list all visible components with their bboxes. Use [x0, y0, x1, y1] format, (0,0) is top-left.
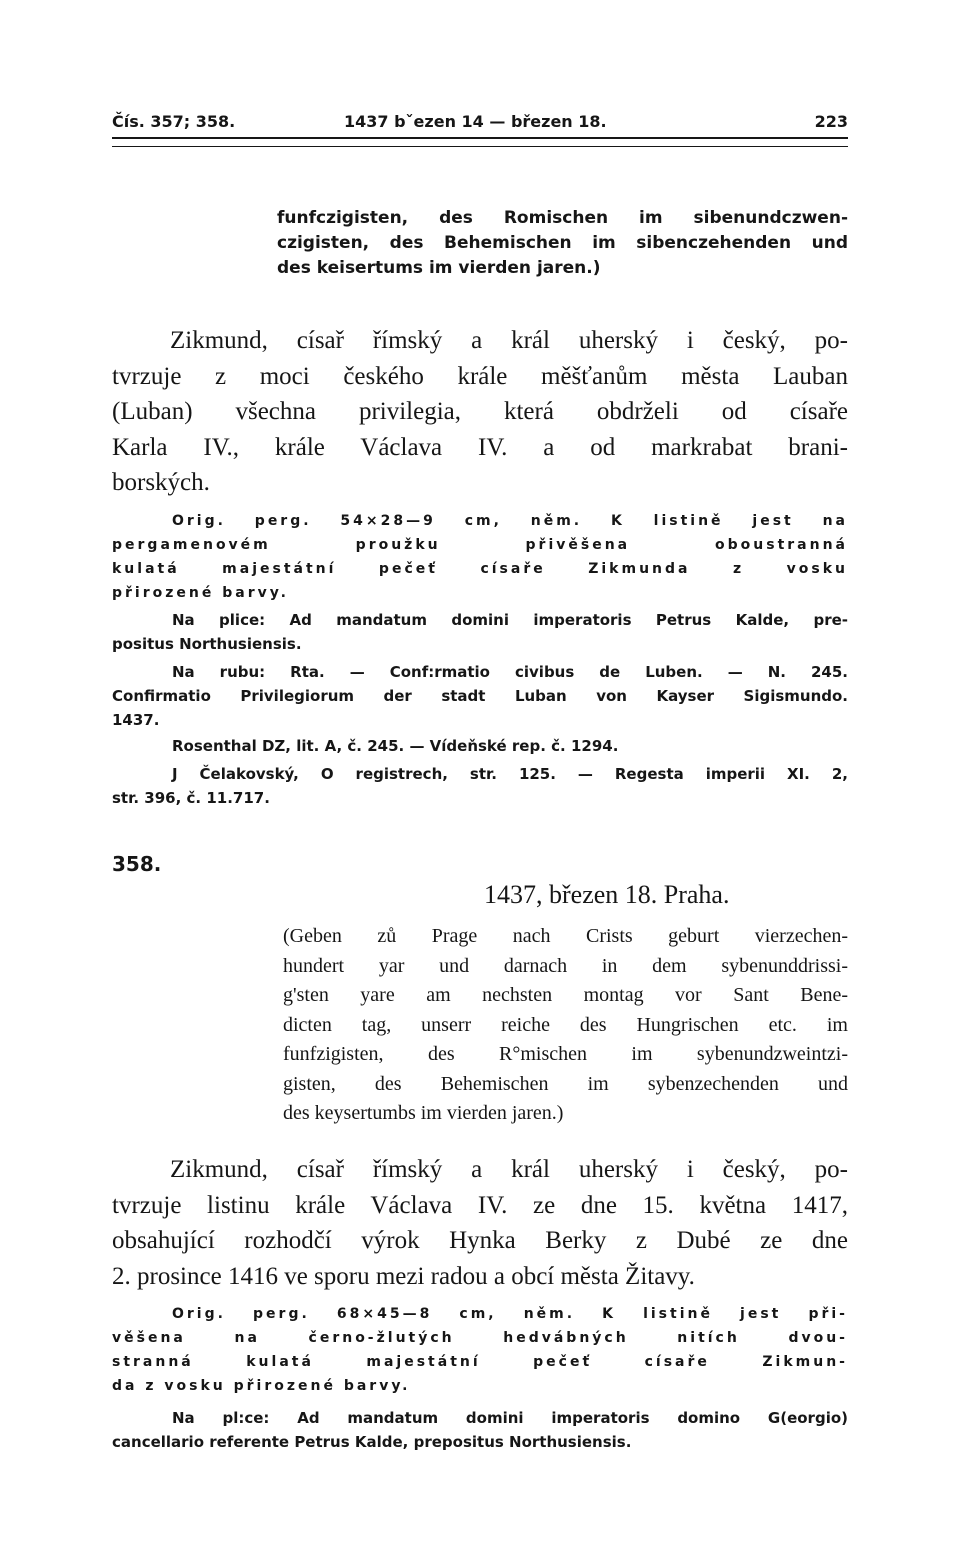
text-line: Confirmatio Privilegiorum der stadt Luban von Kayser Sigismundo.: [112, 687, 848, 705]
text-line: kulatá majestátní pečeť císaře Zikmunda z vosku: [112, 561, 848, 577]
text-line: Orig. perg. 68×45—8 cm, něm. K listině jest při-: [172, 1306, 848, 1322]
text-line: J Čelakovský, O registrech, str. 125. — Regesta imperii XI. 2,: [172, 765, 848, 783]
text-line: tvrzuje listinu krále Václava IV. ze dne 15. května 1417,: [112, 1191, 848, 1219]
text-line: věšena na černo-žlutých hedvábných nitích dvou-: [112, 1330, 848, 1346]
text-line: Na rubu: Rta. — Conf:rmatio civibus de Luben. — N. 245.: [172, 663, 848, 681]
doc357-quote-end: [277, 206, 848, 281]
text-line: Na pl:ce: Ad mandatum domini imperatoris domino G(eorgio): [172, 1409, 848, 1427]
text-line: funfczigisten, des Romischen im sibenundczwen-: [277, 208, 848, 228]
text-line: Na plice: Ad mandatum domini imperatoris Petrus Kalde, pre-: [172, 611, 848, 629]
text-line: 2. prosince 1416 ve sporu mezi radou a obcí města Žitavy.: [112, 1262, 695, 1290]
text-line: des keysertumbs im vierden jaren.): [283, 1102, 564, 1124]
header-document-numbers: Čís. 357; 358.: [112, 112, 236, 131]
header-date-range: 1437 bˇezen 14 — březen 18.: [344, 112, 607, 131]
text-line: borských.: [112, 469, 210, 496]
doc358-number: 358.: [112, 852, 162, 876]
text-line: přirozené barvy.: [112, 585, 289, 601]
text-line: gisten, des Behemischen im sybenzechenden und: [283, 1072, 848, 1095]
text-line: obsahující rozhodčí výrok Hynka Berky z Dubé ze dne: [112, 1227, 848, 1254]
text-line: Orig. perg. 54×28—9 cm, něm. K listině jest na: [172, 513, 848, 529]
doc358-date-place: 1437, březen 18. Praha.: [484, 880, 730, 909]
doc357-literature-rosenthal: [172, 734, 848, 758]
doc358-plica-note: [112, 1406, 848, 1454]
doc357-plica-note: [112, 608, 848, 656]
doc357-dorsal-note: [112, 660, 848, 732]
text-line: Rosenthal DZ, lit. A, č. 245. — Vídeňské rep. č. 1294.: [172, 737, 619, 755]
text-line: stranná kulatá majestátní pečeť císaře Zikmun-: [112, 1354, 848, 1370]
doc357-literature-celakovsky: [112, 762, 848, 810]
text-line: positus Northusiensis.: [112, 635, 302, 653]
text-line: czigisten, des Behemischen im sibenczehenden und: [277, 233, 848, 253]
doc357-orig-description: [112, 509, 848, 605]
doc358-regest: [112, 1152, 848, 1294]
text-line: str. 396, č. 11.717.: [112, 789, 270, 807]
text-line: dicten tag, unserr reiche des Hungrischen etc. im: [283, 1013, 848, 1036]
text-line: 1437.: [112, 711, 160, 729]
header-rule-top: [112, 137, 848, 139]
text-line: hundert yar und darnach in dem sybenunddrissi-: [283, 954, 848, 977]
text-line: pergamenovém proužku přivěšena oboustranná: [112, 537, 848, 553]
text-line: (Luban) všechna privilegia, která obdrželi od císaře: [112, 398, 848, 425]
page-number: 223: [814, 112, 848, 131]
text-line: (Geben zů Prage nach Crists geburt vierzechen-: [283, 925, 848, 947]
doc357-regest: [112, 323, 848, 501]
doc358-quote: [283, 922, 848, 1129]
text-line: da z vosku přirozené barvy.: [112, 1378, 411, 1394]
text-line: g'sten yare am nechsten montag vor Sant Bene-: [283, 984, 848, 1006]
text-line: tvrzuje z moci českého krále měšťanům města Lauban: [112, 362, 848, 390]
text-line: funfzigisten, des R°mischen im sybenundzweintzi-: [283, 1043, 848, 1065]
text-line: cancellario referente Petrus Kalde, prepositus Northusiensis.: [112, 1433, 632, 1451]
text-line: Zikmund, císař římský a král uherský i český, po-: [170, 1156, 848, 1183]
text-line: Karla IV., krále Václava IV. a od markrabat brani-: [112, 433, 848, 461]
doc358-orig-description: [112, 1302, 848, 1398]
text-line: Zikmund, císař římský a král uherský i český, po-: [170, 327, 848, 354]
text-line: des keisertums im vierden jaren.): [277, 258, 601, 278]
running-header: [112, 112, 848, 136]
header-rule-bottom: [112, 146, 848, 147]
